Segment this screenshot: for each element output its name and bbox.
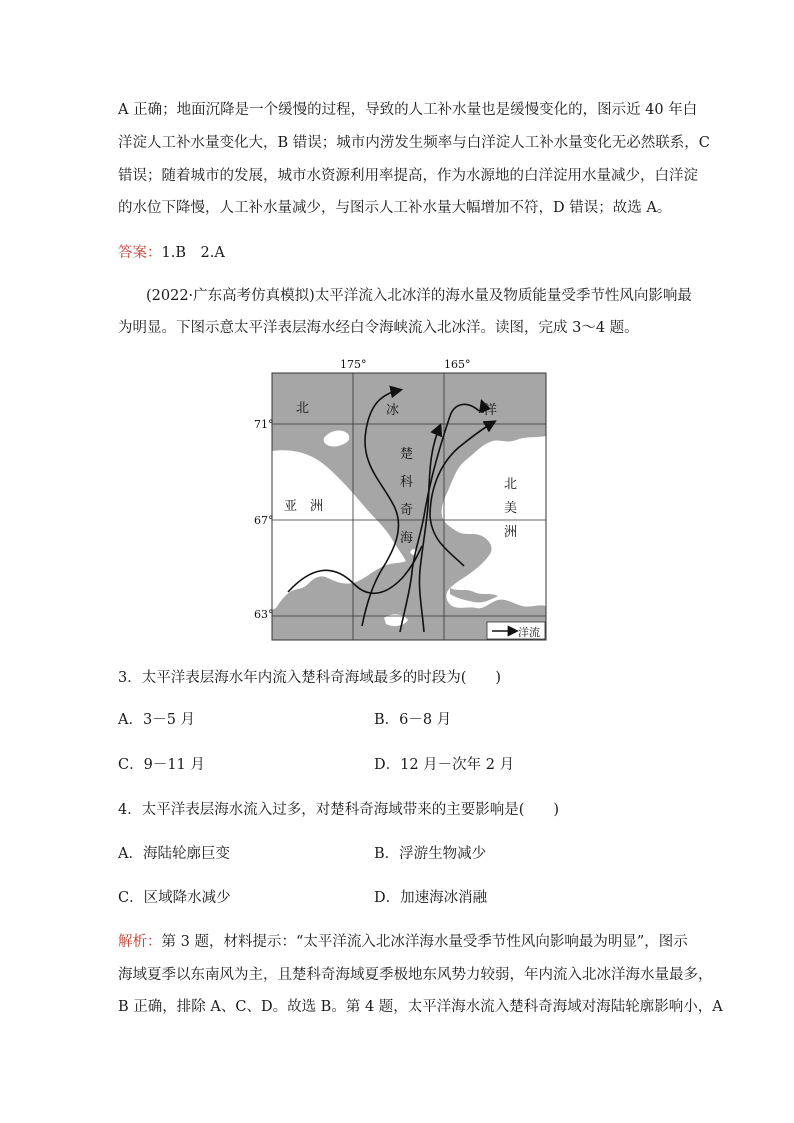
bering-strait-map xyxy=(254,356,550,644)
map-label-chukchi-3: 奇 xyxy=(400,503,414,518)
text-line: 错误；随着城市的发展，城市水资源利用率提高，作为水源地的白洋淀用水量减少，白洋淀 xyxy=(118,168,698,184)
option-d: D．加速海冰消融 xyxy=(374,890,488,906)
option-b: B．6－8 月 xyxy=(374,712,452,728)
lat-label: 67° xyxy=(254,514,274,527)
text-line: 的水位下降慢，人工补水量减少，与图示人工补水量大幅增加不符，D 错误；故选 A。 xyxy=(118,200,672,216)
map-label-chukchi-2: 科 xyxy=(400,475,414,490)
map-label-na-1: 北 xyxy=(504,477,518,492)
question-stem: 4．太平洋表层海水流入过多，对楚科奇海域带来的主要影响是( ) xyxy=(118,802,560,818)
map-label-arctic-1: 北 xyxy=(296,401,310,416)
text-line: 洋淀人工补水量变化大，B 错误；城市内涝发生频率与白洋淀人工补水量变化无必然联系，C xyxy=(118,135,710,151)
text-line: A 正确；地面沉降是一个缓慢的过程，导致的人工补水量也是缓慢变化的，图示近 40 年白 xyxy=(118,102,698,118)
text-line xyxy=(118,932,688,952)
map-label-chukchi-1: 楚 xyxy=(400,447,414,462)
answer-label: 答案： xyxy=(118,245,162,261)
lon-label: 165° xyxy=(444,358,471,371)
question-stem: 3．太平洋表层海水年内流入楚科奇海域最多的时段为( ) xyxy=(118,670,502,686)
map-label-arctic-2: 冰 xyxy=(386,403,400,418)
option-c: C．区域降水减少 xyxy=(118,890,231,906)
map-label-asia: 亚 洲 xyxy=(284,499,324,514)
answer-value: 1.B 2.A xyxy=(161,245,225,261)
answer-line xyxy=(118,243,225,263)
option-c: C．9－11 月 xyxy=(118,757,205,773)
legend-label: 洋流 xyxy=(518,626,540,639)
text-line: B 正确，排除 A、C、D。故选 B。第 4 题，太平洋海水流入楚科奇海域对海陆轮廓影响小，A xyxy=(118,999,723,1015)
text-line: 海域夏季以东南风为主，且楚科奇海域夏季极地东风势力较弱，年内流入北冰洋海水量最多， xyxy=(118,967,713,983)
text-line: 为明显。下图示意太平洋表层海水经白令海峡流入北冰洋。读图，完成 3～4 题。 xyxy=(118,320,639,336)
map-label-na-2: 美 xyxy=(504,501,518,516)
explanation-label: 解析： xyxy=(118,934,162,950)
explanation-text: 第 3 题，材料提示：“太平洋流入北冰洋海水量受季节性风向影响最为明显”，图示 xyxy=(161,934,688,950)
option-a: A．海陆轮廓巨变 xyxy=(118,846,230,862)
option-d: D．12 月－次年 2 月 xyxy=(374,757,515,773)
map-label-na-3: 洲 xyxy=(504,525,518,540)
lat-label: 71° xyxy=(254,418,274,431)
option-b: B．浮游生物减少 xyxy=(374,846,487,862)
map-label-arctic-3: 洋 xyxy=(484,403,498,418)
lat-label: 63° xyxy=(254,608,274,621)
option-a: A．3－5 月 xyxy=(118,712,196,728)
text-line: (2022·广东高考仿真模拟)太平洋流入北冰洋的海水量及物质能量受季节性风向影响最 xyxy=(146,288,692,304)
map-label-chukchi-4: 海 xyxy=(400,531,414,546)
lon-label: 175° xyxy=(340,358,367,371)
